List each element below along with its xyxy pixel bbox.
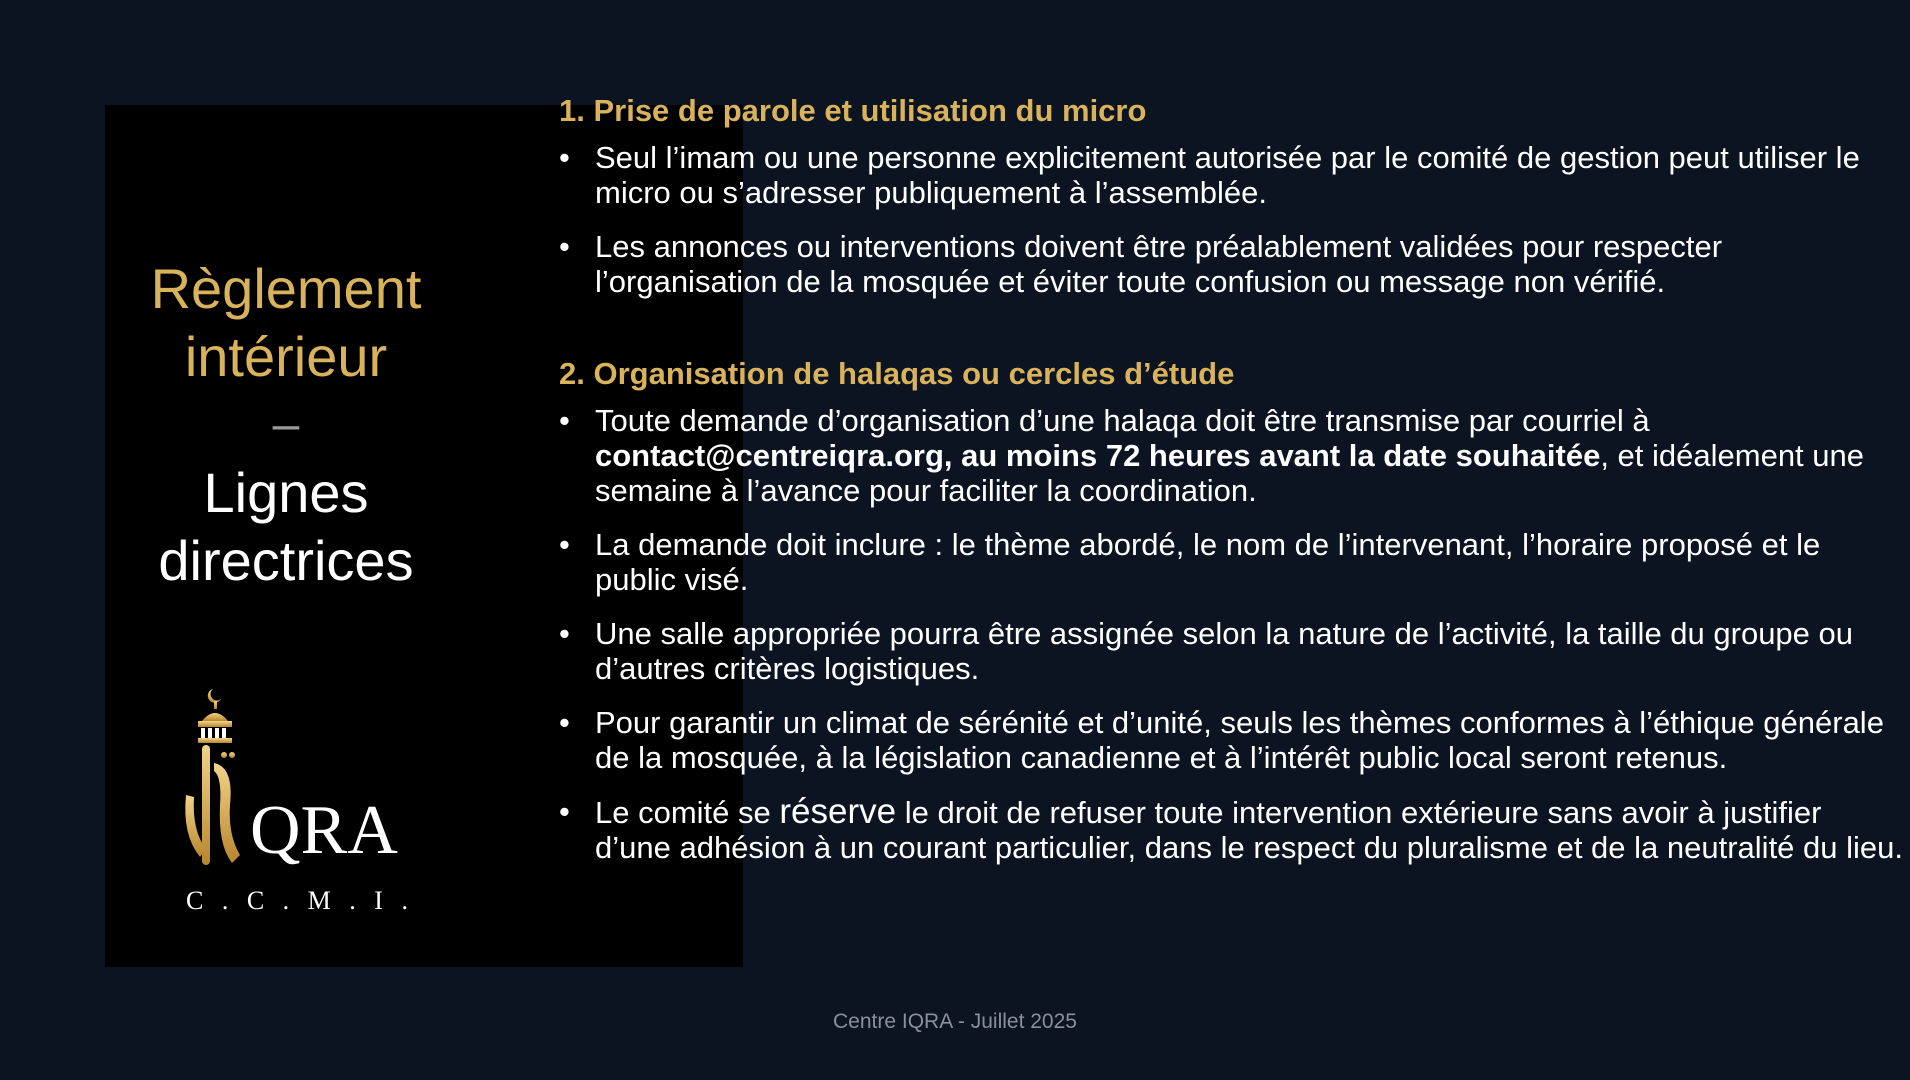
list-item: • Une salle appropriée pourra être assignée selon la nature de l’activité, la taille du groupe ou d’autres critères logistiques.	[559, 616, 1904, 686]
subtitle-line-2: directrices	[158, 529, 414, 592]
emphasized-word: réserve	[779, 792, 897, 831]
bullet-text: Le comité se	[595, 795, 780, 830]
section-1	[559, 88, 1904, 299]
title-dash: –	[272, 398, 300, 451]
section-heading: 2. Organisation de halaqas ou cercles d’étude	[559, 356, 1235, 391]
iqra-logo	[180, 685, 420, 915]
list-item	[559, 403, 1904, 508]
crescent-icon	[208, 689, 221, 703]
bullet-list	[559, 140, 1904, 299]
list-item: • Les annonces ou interventions doivent être préalablement validées pour respecter l’organisation de la mosquée et éviter toute confusion ou message non vérifié.	[559, 229, 1904, 299]
list-item: • Seul l’imam ou une personne explicitement autorisée par le comité de gestion peut utiliser le micro ou s’adresser publiquement à l’assemblée.	[559, 140, 1904, 210]
title-line-1: Règlement	[150, 257, 422, 320]
section-2	[559, 351, 1904, 865]
list-item: • La demande doit inclure : le thème abordé, le nom de l’intervenant, l’horaire proposé et le public visé.	[559, 527, 1904, 597]
list-item: • Pour garantir un climat de sérénité et d’unité, seuls les thèmes conformes à l’éthique générale de la mosquée, à la législation canadienne et à l’intérêt public local seront retenus.	[559, 705, 1904, 775]
logo-text: QRA	[250, 792, 398, 869]
footer: Centre IQRA - Juillet 2025	[833, 1010, 1077, 1033]
bullet-text: Toute demande d’organisation d’une halaqa doit être transmise par courriel à	[595, 403, 1650, 438]
slide-title	[105, 255, 467, 595]
bullet-text: le droit de refuser toute intervention extérieure sans avoir à justifier d’une adhésion à un courant particulier, dans le respect du pluralisme et de la neutralité du lieu.	[595, 795, 1903, 865]
bullet-list	[559, 403, 1904, 865]
bullet-text: , et idéalement une semaine à l’avance pour faciliter la coordination.	[595, 438, 1865, 508]
logo-subtext: C . C . M . I .	[186, 886, 414, 915]
main-content	[559, 88, 1904, 884]
subtitle-line-1: Lignes	[203, 461, 369, 524]
section-heading: 1. Prise de parole et utilisation du micro	[559, 93, 1147, 128]
contact-email-deadline: contact@centreiqra.org, au moins 72 heures avant la date souhaitée	[595, 438, 1601, 473]
list-item	[559, 794, 1904, 865]
title-line-2: intérieur	[184, 325, 388, 388]
